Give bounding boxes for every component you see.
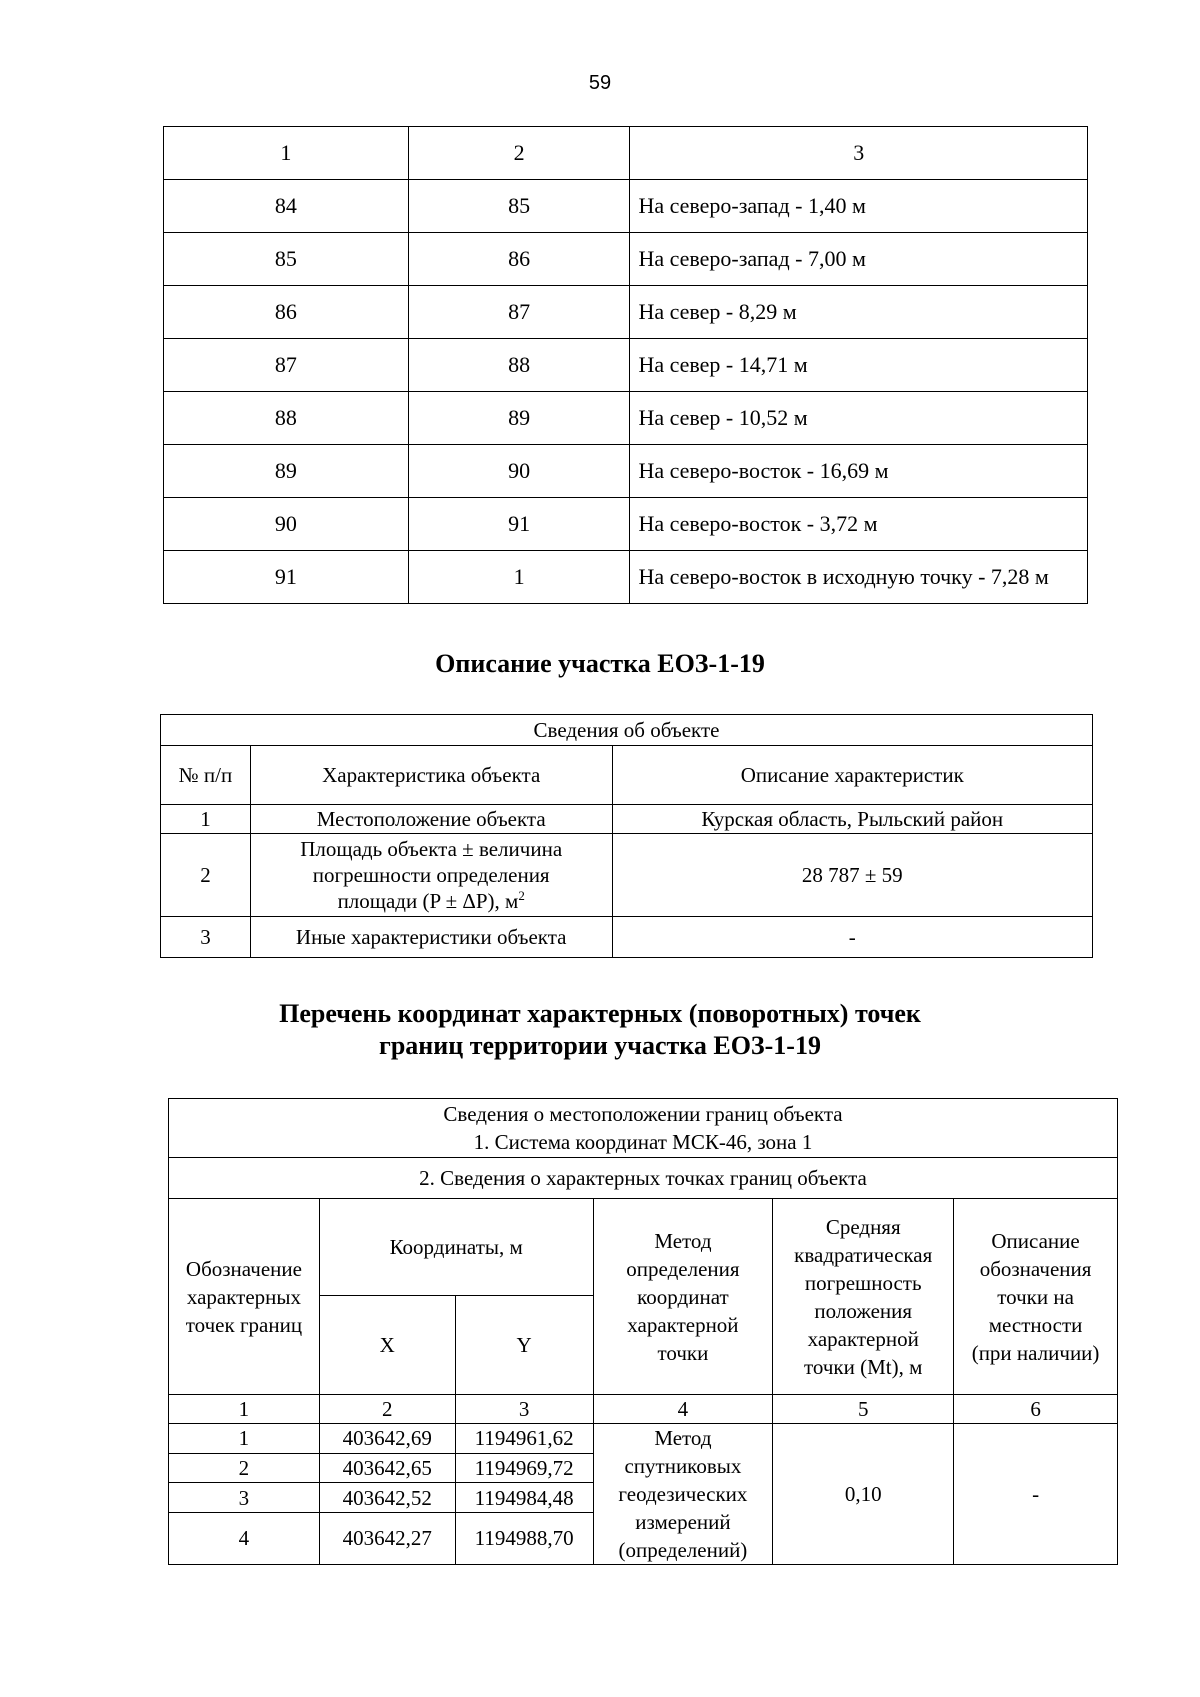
number-row [169, 1395, 1118, 1424]
header-cell: 3 [630, 127, 1088, 180]
table-row [161, 834, 1093, 917]
table-row [164, 498, 1088, 551]
direction-desc: На северо-запад - 1,40 м [630, 180, 1088, 233]
col-num-header: № п/п [161, 746, 251, 805]
col-x-header: X [319, 1296, 455, 1395]
to-point: 85 [408, 180, 630, 233]
col-descr-header [954, 1199, 1118, 1395]
col-number: 4 [593, 1395, 773, 1424]
col-y-header: Y [455, 1296, 593, 1395]
table-row [164, 551, 1088, 604]
from-point: 85 [164, 233, 409, 286]
col-coords-header: Координаты, м [319, 1199, 593, 1296]
table-row [164, 233, 1088, 286]
direction-desc: На север - 8,29 м [630, 286, 1088, 339]
method-line: измерений [635, 1510, 731, 1534]
table-row [164, 180, 1088, 233]
header-line: местности [988, 1312, 1083, 1337]
char-line-text: площади (P ± ΔP), м [337, 889, 519, 913]
section-header-row [169, 1158, 1118, 1199]
direction-desc: На север - 10,52 м [630, 392, 1088, 445]
from-point: 84 [164, 180, 409, 233]
method-line: Метод [654, 1426, 712, 1450]
section-header: Сведения об объекте [161, 715, 1093, 746]
direction-desc: На северо-восток - 16,69 м [630, 445, 1088, 498]
x-coord: 403642,69 [319, 1424, 455, 1454]
header-line: характерной [807, 1326, 919, 1351]
coordinates-table [168, 1098, 1118, 1565]
descr-value: - [954, 1424, 1118, 1565]
table-row [161, 917, 1093, 958]
row-desc: - [612, 917, 1092, 958]
header-line: обозначения [979, 1256, 1092, 1281]
row-num: 1 [161, 805, 251, 834]
method-value [593, 1424, 773, 1565]
row-char: Иные характеристики объекта [250, 917, 612, 958]
y-coord: 1194961,62 [455, 1424, 593, 1454]
to-point: 88 [408, 339, 630, 392]
col-char-header: Характеристика объекта [250, 746, 612, 805]
table-row [164, 445, 1088, 498]
page-number: 59 [588, 72, 612, 94]
error-value: 0,10 [773, 1424, 954, 1565]
superscript: 2 [518, 888, 525, 903]
header-line: определения [626, 1256, 740, 1281]
header-line: положения [814, 1298, 913, 1323]
col-number: 5 [773, 1395, 954, 1424]
header-line: точки (Mt), м [804, 1354, 923, 1379]
header-line: точки [657, 1340, 709, 1365]
method-line: (определений) [618, 1538, 748, 1562]
row-char: Местоположение объекта [250, 805, 612, 834]
col-points-header [169, 1199, 320, 1395]
char-line [251, 888, 612, 914]
table-row [169, 1424, 1118, 1454]
point-id: 3 [169, 1483, 320, 1513]
table-row [164, 286, 1088, 339]
to-point: 90 [408, 445, 630, 498]
direction-desc: На северо-восток в исходную точку - 7,28 м [630, 551, 1088, 604]
header-line: характерных [186, 1284, 301, 1309]
from-point: 90 [164, 498, 409, 551]
col-number: 6 [954, 1395, 1118, 1424]
col-number: 2 [319, 1395, 455, 1424]
col-number: 1 [169, 1395, 320, 1424]
from-point: 87 [164, 339, 409, 392]
to-point: 87 [408, 286, 630, 339]
from-point: 89 [164, 445, 409, 498]
table-row [164, 339, 1088, 392]
y-coord: 1194988,70 [455, 1512, 593, 1564]
col-error-header [773, 1199, 954, 1395]
coords-title [0, 998, 1200, 1062]
header-line: (при наличии) [971, 1340, 1100, 1365]
y-coord: 1194984,48 [455, 1483, 593, 1513]
header-line: координат [637, 1284, 729, 1309]
header-line: квадратическая [794, 1242, 933, 1267]
from-point: 91 [164, 551, 409, 604]
object-info-table [160, 714, 1093, 958]
col-desc-header: Описание характеристик [612, 746, 1092, 805]
to-point: 86 [408, 233, 630, 286]
boundary-segments-table [163, 126, 1088, 604]
char-line: Площадь объекта ± величина [300, 837, 563, 861]
section-header-row [169, 1099, 1118, 1158]
row-char [250, 834, 612, 917]
point-id: 2 [169, 1453, 320, 1483]
point-id: 1 [169, 1424, 320, 1454]
coords-title-line1: Перечень координат характерных (поворотных) точек [279, 999, 921, 1028]
header-line: точек границ [185, 1312, 303, 1337]
method-line: спутниковых [624, 1454, 742, 1478]
header-cell: 2 [408, 127, 630, 180]
y-coord: 1194969,72 [455, 1453, 593, 1483]
table-header-row [164, 127, 1088, 180]
header-line: характерной [627, 1312, 739, 1337]
to-point: 1 [408, 551, 630, 604]
header-line: Средняя [825, 1214, 901, 1239]
direction-desc: На северо-восток - 3,72 м [630, 498, 1088, 551]
header-line: Метод [654, 1228, 712, 1253]
header-line: Обозначение [185, 1256, 302, 1281]
char-line: погрешности определения [312, 863, 550, 887]
point-id: 4 [169, 1512, 320, 1564]
table-row [164, 392, 1088, 445]
section-header [169, 1099, 1118, 1158]
header-cell: 1 [164, 127, 409, 180]
x-coord: 403642,27 [319, 1512, 455, 1564]
section-header-2: 2. Сведения о характерных точках границ объекта [169, 1158, 1118, 1199]
row-desc: Курская область, Рыльский район [612, 805, 1092, 834]
header-line: Описание [991, 1228, 1080, 1253]
description-title: Описание участка ЕОЗ-1-19 [435, 649, 765, 678]
section-line: Сведения о местоположении границ объекта [443, 1102, 843, 1126]
header-line: точки на [997, 1284, 1074, 1309]
direction-desc: На север - 14,71 м [630, 339, 1088, 392]
coords-title-line2: границ территории участка ЕОЗ-1-19 [379, 1031, 821, 1060]
column-header-row [161, 746, 1093, 805]
to-point: 89 [408, 392, 630, 445]
x-coord: 403642,65 [319, 1453, 455, 1483]
x-coord: 403642,52 [319, 1483, 455, 1513]
row-num: 3 [161, 917, 251, 958]
col-method-header [593, 1199, 773, 1395]
row-num: 2 [161, 834, 251, 917]
section-header-row [161, 715, 1093, 746]
from-point: 88 [164, 392, 409, 445]
to-point: 91 [408, 498, 630, 551]
column-header-row [169, 1199, 1118, 1296]
table-row [161, 805, 1093, 834]
col-number: 3 [455, 1395, 593, 1424]
direction-desc: На северо-запад - 7,00 м [630, 233, 1088, 286]
method-line: геодезических [618, 1482, 748, 1506]
header-line: погрешность [804, 1270, 922, 1295]
section-line: 1. Система координат МСК-46, зона 1 [473, 1130, 813, 1154]
row-desc: 28 787 ± 59 [612, 834, 1092, 917]
from-point: 86 [164, 286, 409, 339]
